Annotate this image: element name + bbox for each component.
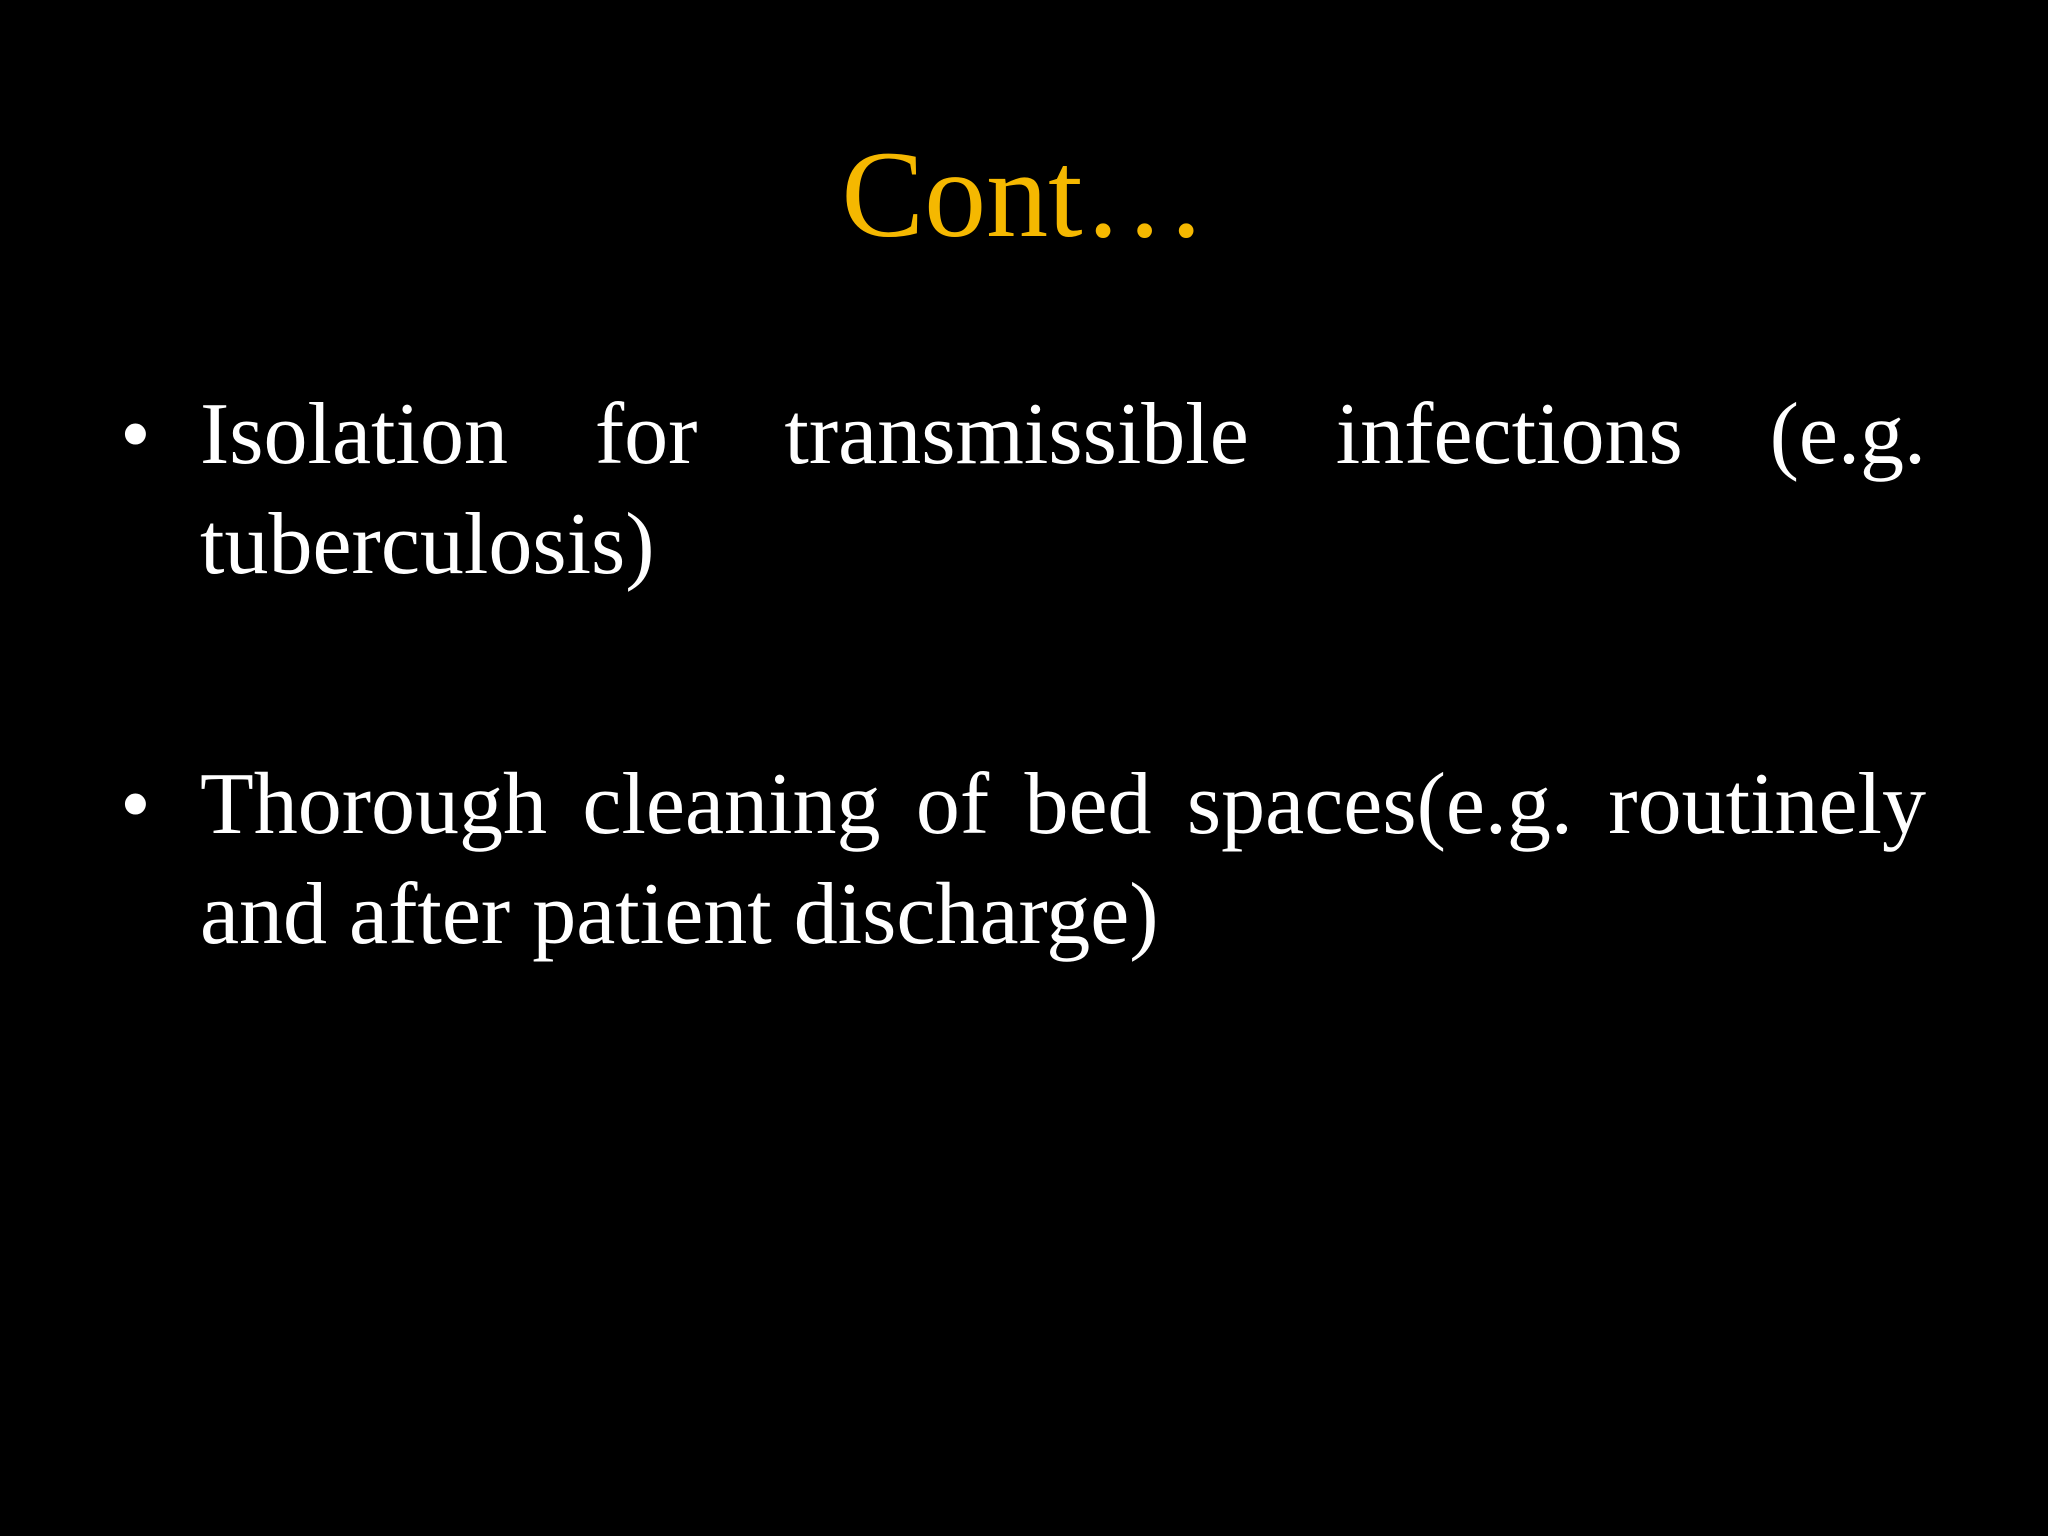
bullet-text: Thorough cleaning of bed spaces(e.g. routinely and after patient discharge): [200, 756, 1926, 963]
bullet-item-cleaning: [120, 750, 1926, 970]
bullet-text: Isolation for transmissible infections (e.g. tuberculosis): [200, 386, 1926, 593]
bullet-icon: •: [120, 386, 151, 483]
slide-title: Cont…: [841, 126, 1207, 263]
bullet-list: [120, 380, 1926, 970]
bullet-icon: •: [120, 756, 151, 853]
bullet-item-isolation: [120, 380, 1926, 600]
